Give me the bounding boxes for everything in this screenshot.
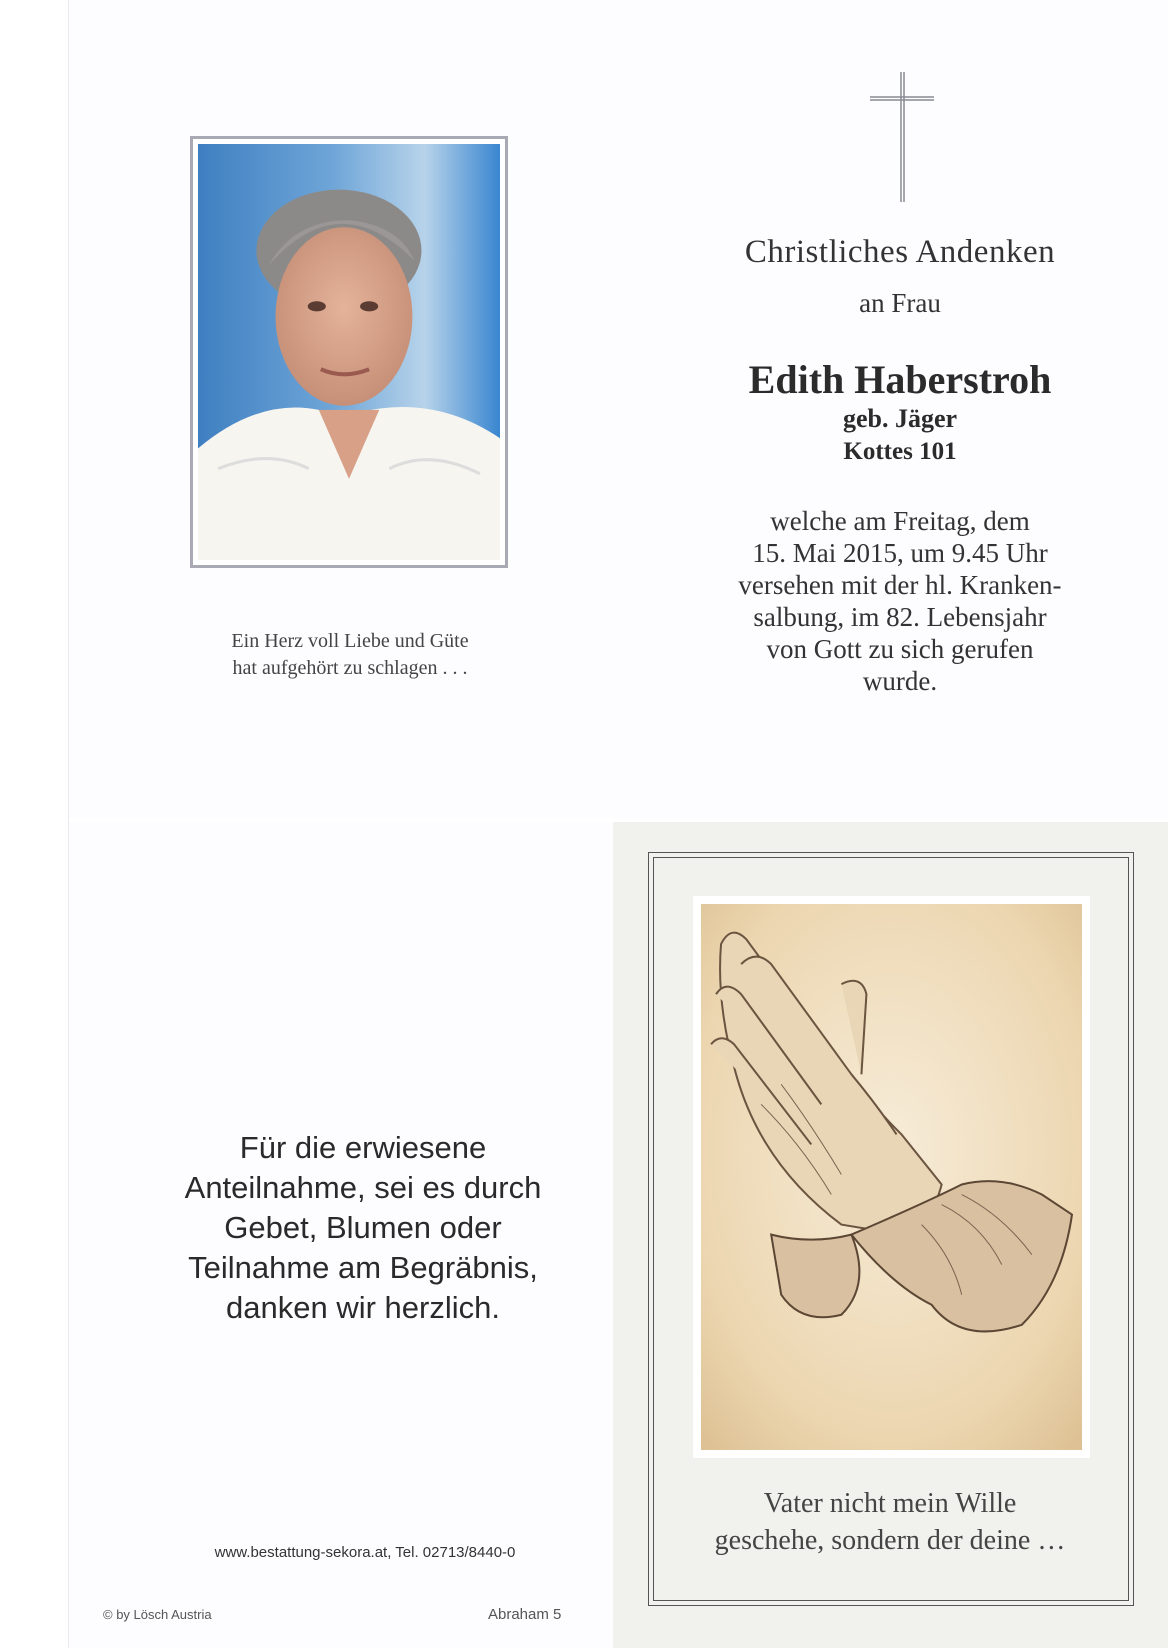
card-title: Christliches Andenken — [744, 234, 1056, 270]
thanks-line: danken wir herzlich. — [226, 1290, 500, 1325]
copyright-note: © by Lösch Austria — [103, 1607, 212, 1622]
deceased-name: Edith Haberstroh — [748, 357, 1052, 402]
death-notice-line: von Gott zu sich gerufen — [766, 634, 1034, 664]
verse-line: hat aufgehört zu schlagen . . . — [232, 657, 468, 679]
death-notice-line: 15. Mai 2015, um 9.45 Uhr — [752, 538, 1048, 568]
death-notice-line: salbung, im 82. Lebensjahr — [753, 602, 1047, 632]
death-notice-line: welche am Freitag, dem — [770, 506, 1030, 536]
memorial-verse — [190, 628, 510, 682]
praying-hands-drawing — [693, 896, 1090, 1458]
funeral-home-contact: www.bestattung-sekora.at, Tel. 02713/8440-0 — [214, 1544, 516, 1561]
prayer-caption — [660, 1485, 1120, 1559]
thanks-line: Für die erwiesene — [239, 1130, 487, 1165]
thanks-message — [138, 1128, 588, 1328]
thanks-line: Gebet, Blumen oder — [224, 1210, 502, 1245]
verse-line: Ein Herz voll Liebe und Güte — [231, 630, 469, 652]
cross-icon — [870, 72, 934, 202]
caption-line: Vater nicht mein Wille — [763, 1488, 1017, 1519]
portrait-photo — [190, 136, 508, 568]
death-notice-line: wurde. — [862, 666, 938, 696]
death-notice-line: versehen mit der hl. Kranken- — [738, 570, 1062, 600]
maiden-name: geb. Jäger — [842, 404, 958, 433]
caption-line: geschehe, sondern der deine … — [714, 1525, 1066, 1556]
thanks-line: Teilnahme am Begräbnis, — [188, 1250, 538, 1285]
address: Kottes 101 — [843, 438, 957, 465]
card-model-label: Abraham 5 — [488, 1606, 562, 1623]
salutation: an Frau — [859, 288, 941, 318]
page-edge-line — [68, 0, 69, 1648]
death-notice — [690, 505, 1110, 697]
thanks-line: Anteilnahme, sei es durch — [184, 1170, 542, 1205]
